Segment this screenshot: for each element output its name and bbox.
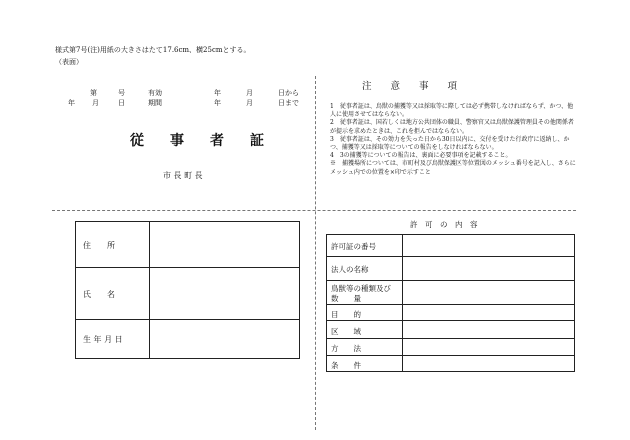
table-row-species xyxy=(327,281,574,305)
notes-list xyxy=(330,103,578,177)
validity-from-year: 年 xyxy=(214,89,221,97)
birthdate-label-text: 生 年 月 日 xyxy=(83,335,123,344)
conditions-label: 条 件 xyxy=(331,361,361,370)
horizontal-cut-line xyxy=(52,210,576,211)
permit-table xyxy=(326,234,575,372)
issuer-label: 市 長 町 長 xyxy=(163,171,203,180)
validity-from-day: 日から xyxy=(278,89,299,97)
table-row-method xyxy=(327,339,574,356)
table-row-birthdate xyxy=(76,320,299,360)
table-row-conditions xyxy=(327,356,574,373)
notes-heading: 注 意 事 項 xyxy=(362,81,458,92)
address-label-text: 住 所 xyxy=(83,241,115,250)
validity-number-suffix: 号 xyxy=(118,89,125,97)
note-item: ※ 捕獲場所については、市町村及び鳥獣保護区等位置図のメッシュ番号を記入し、さらにメッシュ内での位置を×印で示すこと xyxy=(330,160,576,176)
validity-to-month: 月 xyxy=(246,99,253,107)
validity-from-month: 月 xyxy=(246,89,253,97)
validity-label-kikan: 期間 xyxy=(148,99,162,107)
validity-number-prefix: 第 xyxy=(90,89,97,97)
note-item: 3 従事者証は、その効力を失った日から30日以内に、交付を受けた行政庁に返納し、かつ、捕獲等又は採取等についての報告をしなければならない。 xyxy=(330,135,570,152)
birthdate-label xyxy=(83,334,145,345)
page-title: 従 事 者 証 xyxy=(130,133,270,149)
table-row-address xyxy=(76,222,299,268)
address-label xyxy=(83,240,145,251)
corp-name-label: 法人の名称 xyxy=(331,265,369,274)
table-row-area xyxy=(327,321,574,339)
species-label-line2: 数 量 xyxy=(331,294,361,303)
issue-year: 年 xyxy=(68,99,75,107)
table-row-name xyxy=(76,268,299,320)
name-label-text: 氏 名 xyxy=(83,290,115,299)
issue-day: 日 xyxy=(118,99,125,107)
issue-month: 月 xyxy=(92,99,99,107)
face-label: （表面） xyxy=(55,58,83,66)
vertical-cut-line xyxy=(315,76,316,430)
table-row-corp-name xyxy=(327,257,574,281)
permit-number-label: 許可証の番号 xyxy=(331,242,376,251)
table-row-purpose xyxy=(327,305,574,321)
purpose-label: 目 的 xyxy=(331,310,361,319)
note-item: 2 従事者証は、国若しくは地方公共団体の職員、警察官又は鳥獣保護管理員その他関係者が提示を求めたときは、これを拒んではならない。 xyxy=(330,119,574,135)
validity-to-year: 年 xyxy=(214,99,221,107)
validity-label-yuko: 有効 xyxy=(148,89,162,97)
species-label-line1: 鳥獣等の種類及び xyxy=(331,284,391,293)
name-label xyxy=(83,289,145,300)
personal-info-table xyxy=(75,221,300,359)
note-item: 4 3の捕獲等についての報告は、裏面に必要事項を記載すること。 xyxy=(330,152,512,160)
format-note: 様式第7号(注)用紙の大きさはたて17.6cm、横25cmとする。 xyxy=(55,46,251,54)
note-item: 1 従事者証は、鳥獣の捕獲等又は採取等に際しては必ず携帯しなければならず、かつ、他人に使用させてはならない。 xyxy=(330,103,574,119)
permit-heading: 許 可 の 内 容 xyxy=(410,220,478,229)
validity-to-day: 日まで xyxy=(278,99,299,107)
method-label: 方 法 xyxy=(331,344,361,353)
table-row-permit-number xyxy=(327,235,574,257)
area-label: 区 域 xyxy=(331,327,361,336)
